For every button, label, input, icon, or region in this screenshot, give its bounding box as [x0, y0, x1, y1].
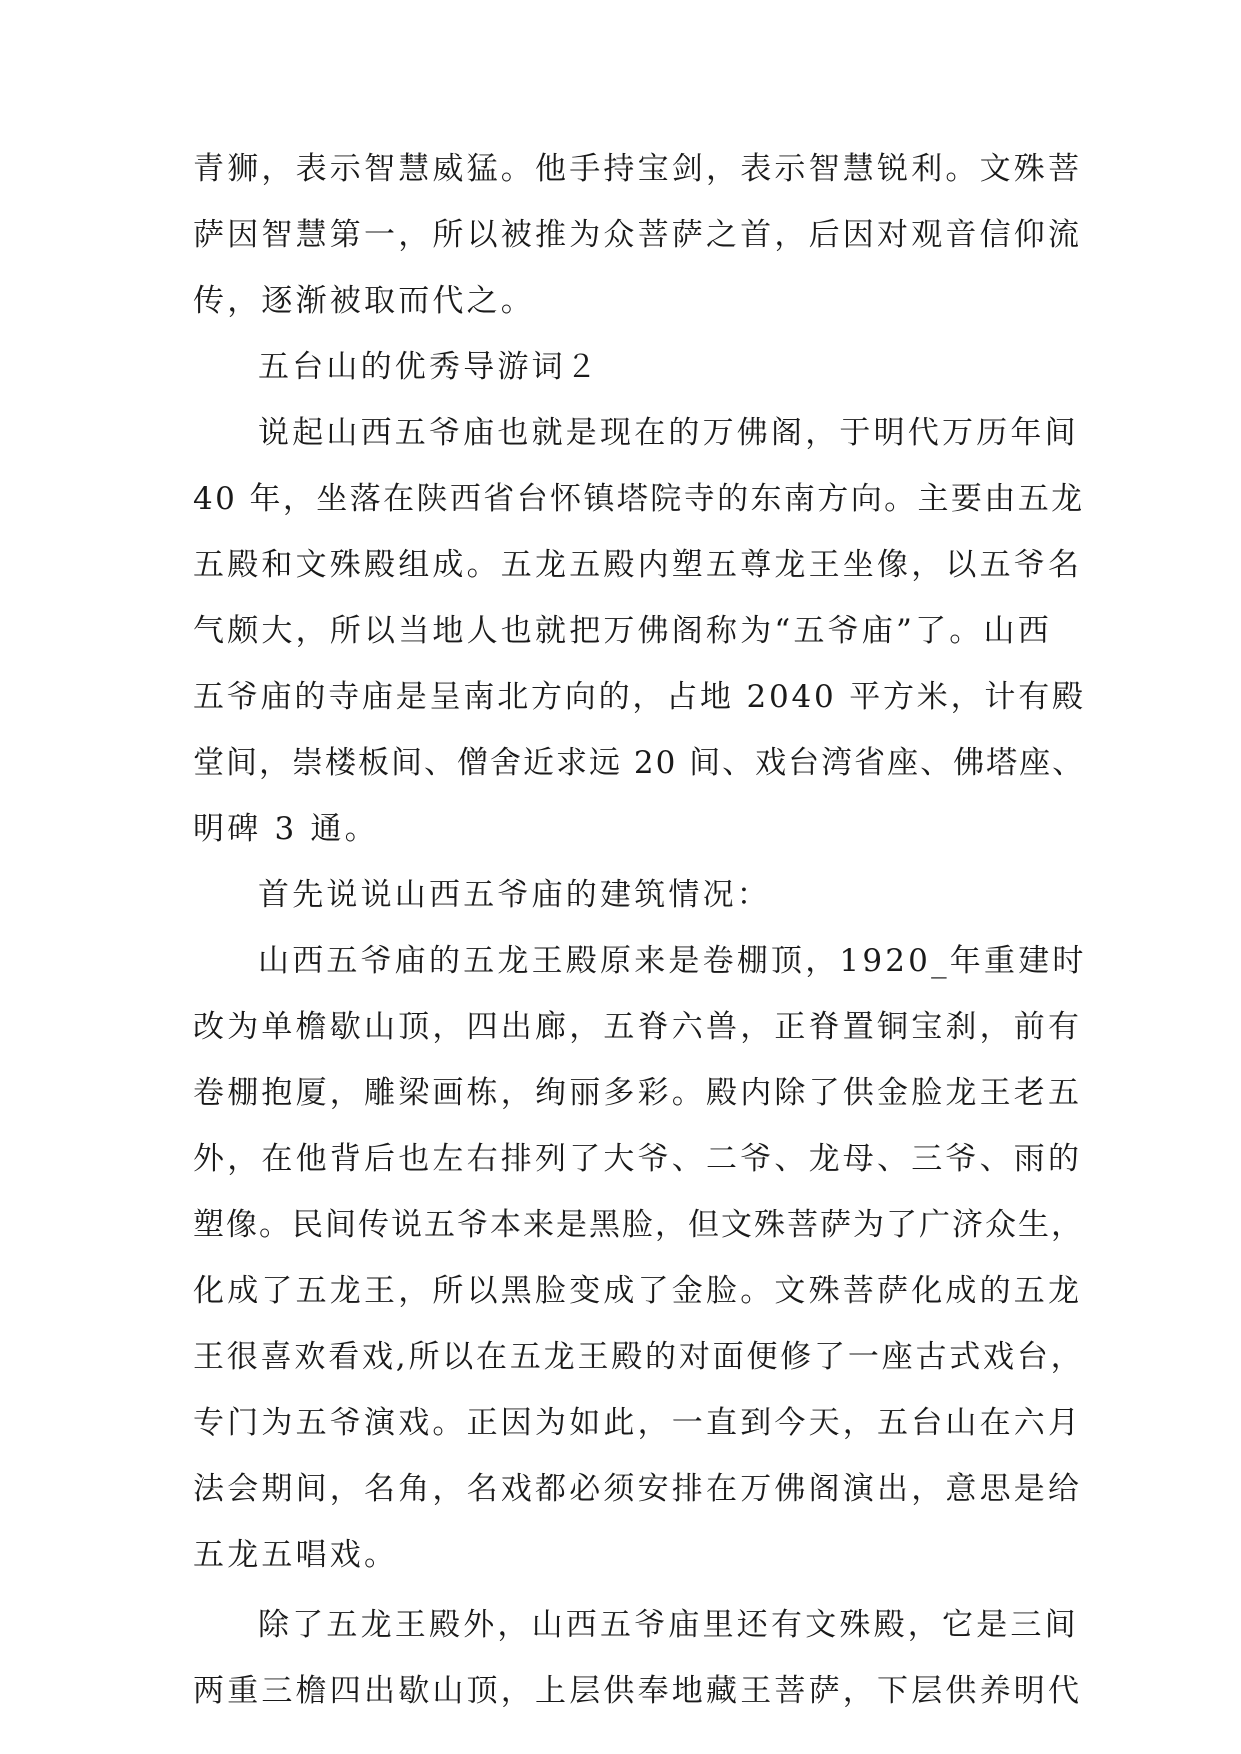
text-line: 王很喜欢看戏,所以在五龙王殿的对面便修了一座古式戏台， — [193, 1339, 1085, 1375]
text-line: 外，在他背后也左右排列了大爷、二爷、龙母、三爷、雨的 — [193, 1141, 1083, 1177]
section-heading: 五台山的优秀导游词２ — [258, 349, 600, 385]
text-line: 说起山西五爷庙也就是现在的万佛阁，于明代万历年间 — [258, 415, 1079, 451]
text-line: 卷棚抱厦，雕梁画栋，绚丽多彩。殿内除了供金脸龙王老五 — [193, 1075, 1083, 1111]
text-line: 40 年，坐落在陕西省台怀镇塔院寺的东南方向。主要由五龙 — [193, 481, 1085, 517]
text-line: 气颇大，所以当地人也就把万佛阁称为“五爷庙”了。山西 — [193, 613, 1052, 649]
text-line: 五龙五唱戏。 — [193, 1537, 399, 1573]
text-line: 法会期间，名角，名戏都必须安排在万佛阁演出，意思是给 — [193, 1471, 1083, 1507]
text-line: 传，逐渐被取而代之。 — [193, 283, 535, 319]
text-line: 青狮，表示智慧威猛。他手持宝剑，表示智慧锐利。文殊菩 — [193, 151, 1083, 187]
text-line: 首先说说山西五爷庙的建筑情况： — [258, 877, 771, 913]
text-line: 化成了五龙王，所以黑脸变成了金脸。文殊菩萨化成的五龙 — [193, 1273, 1083, 1309]
text-line: 明碑 3 通。 — [193, 811, 379, 847]
text-line: 堂间，崇楼板间、僧舍近求远 20 间、戏台湾省座、佛塔座、 — [193, 745, 1086, 781]
text-line: 山西五爷庙的五龙王殿原来是卷棚顶，1920_年重建时 — [258, 943, 1087, 979]
text-line: 萨因智慧第一，所以被推为众菩萨之首，后因对观音信仰流 — [193, 217, 1083, 253]
text-line: 五殿和文殊殿组成。五龙五殿内塑五尊龙王坐像，以五爷名 — [193, 547, 1083, 583]
text-line: 五爷庙的寺庙是呈南北方向的，占地 2040 平方米，计有殿 — [193, 679, 1086, 715]
text-line: 改为单檐歇山顶，四出廊，五脊六兽，正脊置铜宝刹，前有 — [193, 1009, 1083, 1045]
text-line: 塑像。民间传说五爷本来是黑脸，但文殊菩萨为了广济众生， — [193, 1207, 1084, 1243]
text-line: 两重三檐四出歇山顶，上层供奉地藏王菩萨，下层供养明代 — [193, 1673, 1083, 1709]
text-line: 除了五龙王殿外，山西五爷庙里还有文殊殿，它是三间 — [258, 1607, 1079, 1643]
text-line: 专门为五爷演戏。正因为如此，一直到今天，五台山在六月 — [193, 1405, 1083, 1441]
